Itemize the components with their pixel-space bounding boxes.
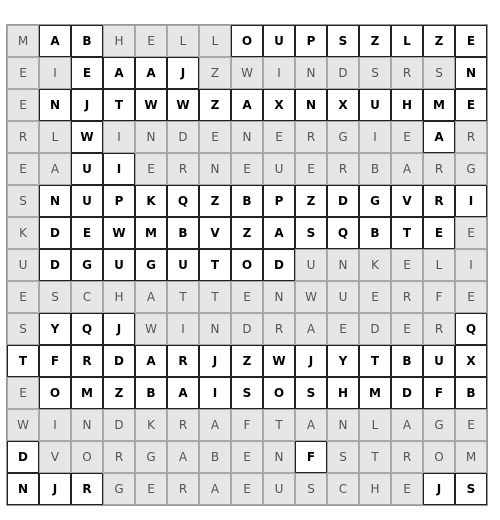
letter-cell[interactable]: U [263,473,295,505]
letter-cell[interactable]: V [391,185,423,217]
letter-cell[interactable]: O [71,441,103,473]
letter-cell[interactable]: E [295,153,327,185]
letter-cell[interactable]: N [39,89,71,121]
letter-cell[interactable]: U [263,153,295,185]
letter-cell[interactable]: U [327,281,359,313]
letter-cell[interactable]: X [263,89,295,121]
letter-cell[interactable]: A [295,409,327,441]
letter-cell[interactable]: D [7,441,39,473]
letter-cell[interactable]: D [327,57,359,89]
letter-cell[interactable]: V [39,441,71,473]
letter-cell[interactable]: M [423,89,455,121]
letter-cell[interactable]: E [7,281,39,313]
word-search-grid [6,24,488,506]
letter-cell[interactable]: N [295,89,327,121]
letter-cell[interactable]: H [327,377,359,409]
letter-cell[interactable]: F [423,281,455,313]
letter-cell[interactable]: R [71,345,103,377]
letter-cell[interactable]: R [391,57,423,89]
letter-cell[interactable]: B [359,217,391,249]
letter-cell[interactable]: G [359,185,391,217]
letter-cell[interactable]: B [359,153,391,185]
letter-cell[interactable]: E [7,377,39,409]
letter-cell[interactable]: P [295,25,327,57]
letter-cell[interactable]: R [295,121,327,153]
letter-cell[interactable]: U [263,25,295,57]
letter-cell[interactable]: H [103,281,135,313]
letter-cell[interactable]: R [263,313,295,345]
letter-cell[interactable]: M [455,441,487,473]
letter-cell[interactable]: E [391,313,423,345]
letter-cell[interactable]: W [135,89,167,121]
letter-cell[interactable]: E [71,57,103,89]
letter-cell[interactable]: N [455,57,487,89]
letter-cell[interactable]: E [231,473,263,505]
letter-cell[interactable]: J [167,57,199,89]
letter-cell[interactable]: U [359,89,391,121]
letter-cell[interactable]: O [231,249,263,281]
letter-cell[interactable]: J [71,89,103,121]
letter-cell[interactable]: G [455,153,487,185]
letter-cell[interactable]: A [135,281,167,313]
letter-cell[interactable]: T [103,89,135,121]
letter-cell[interactable]: N [327,409,359,441]
letter-cell[interactable]: B [135,377,167,409]
letter-cell[interactable]: G [135,249,167,281]
letter-cell[interactable]: E [71,217,103,249]
letter-cell[interactable]: W [71,121,103,153]
letter-cell[interactable]: X [327,89,359,121]
letter-cell[interactable]: O [39,377,71,409]
letter-cell[interactable]: E [327,313,359,345]
letter-cell[interactable]: I [167,313,199,345]
letter-cell[interactable]: S [455,473,487,505]
letter-cell[interactable]: A [423,121,455,153]
letter-cell[interactable]: N [263,441,295,473]
letter-cell[interactable]: A [135,345,167,377]
letter-cell[interactable]: O [231,25,263,57]
letter-cell[interactable]: U [71,185,103,217]
letter-cell[interactable]: T [199,249,231,281]
letter-cell[interactable]: A [135,57,167,89]
letter-cell[interactable]: Z [103,377,135,409]
letter-cell[interactable]: K [135,185,167,217]
letter-cell[interactable]: A [391,409,423,441]
letter-cell[interactable]: E [359,281,391,313]
letter-cell[interactable]: R [455,121,487,153]
letter-cell[interactable]: G [423,409,455,441]
letter-cell[interactable]: R [167,409,199,441]
letter-cell[interactable]: S [327,441,359,473]
letter-cell[interactable]: E [391,121,423,153]
letter-cell[interactable]: S [295,217,327,249]
letter-cell[interactable]: R [103,441,135,473]
letter-cell[interactable]: V [199,217,231,249]
letter-cell[interactable]: W [231,57,263,89]
letter-cell[interactable]: W [7,409,39,441]
letter-cell[interactable]: E [455,409,487,441]
letter-cell[interactable]: G [103,473,135,505]
letter-cell[interactable]: D [167,121,199,153]
letter-cell[interactable]: E [423,217,455,249]
letter-cell[interactable]: C [327,473,359,505]
letter-cell[interactable]: I [199,377,231,409]
letter-cell[interactable]: P [103,185,135,217]
letter-cell[interactable]: M [359,377,391,409]
letter-cell[interactable]: E [135,473,167,505]
letter-cell[interactable]: N [199,153,231,185]
letter-cell[interactable]: A [103,57,135,89]
letter-cell[interactable]: D [359,313,391,345]
letter-cell[interactable]: T [359,441,391,473]
letter-cell[interactable]: R [7,121,39,153]
letter-cell[interactable]: U [7,249,39,281]
letter-cell[interactable]: H [359,473,391,505]
letter-cell[interactable]: B [231,185,263,217]
letter-cell[interactable]: A [199,409,231,441]
letter-cell[interactable]: F [295,441,327,473]
letter-cell[interactable]: J [199,345,231,377]
letter-cell[interactable]: Z [295,185,327,217]
letter-cell[interactable]: I [39,409,71,441]
letter-cell[interactable]: T [391,217,423,249]
letter-cell[interactable]: X [455,345,487,377]
letter-cell[interactable]: B [71,25,103,57]
letter-cell[interactable]: J [39,473,71,505]
letter-cell[interactable]: Q [455,313,487,345]
letter-cell[interactable]: I [103,153,135,185]
letter-cell[interactable]: E [135,25,167,57]
letter-cell[interactable]: P [263,185,295,217]
letter-cell[interactable]: B [199,441,231,473]
letter-cell[interactable]: Y [327,345,359,377]
letter-cell[interactable]: H [391,89,423,121]
letter-cell[interactable]: S [295,377,327,409]
letter-cell[interactable]: R [167,345,199,377]
letter-cell[interactable]: T [7,345,39,377]
letter-cell[interactable]: G [327,121,359,153]
letter-cell[interactable]: R [167,473,199,505]
letter-cell[interactable]: A [199,473,231,505]
letter-cell[interactable]: R [391,281,423,313]
letter-cell[interactable]: N [39,185,71,217]
letter-cell[interactable]: R [423,153,455,185]
letter-cell[interactable]: I [455,249,487,281]
letter-cell[interactable]: I [39,57,71,89]
letter-cell[interactable]: N [231,121,263,153]
letter-cell[interactable]: E [455,25,487,57]
letter-cell[interactable]: N [199,313,231,345]
letter-cell[interactable]: E [7,57,39,89]
letter-cell[interactable]: T [359,345,391,377]
letter-cell[interactable]: K [7,217,39,249]
letter-cell[interactable]: O [263,377,295,409]
letter-cell[interactable]: J [103,313,135,345]
letter-cell[interactable]: E [455,89,487,121]
letter-cell[interactable]: E [199,121,231,153]
letter-cell[interactable]: I [263,57,295,89]
letter-cell[interactable]: D [263,249,295,281]
letter-cell[interactable]: W [263,345,295,377]
letter-cell[interactable]: R [71,473,103,505]
letter-cell[interactable]: S [7,185,39,217]
letter-cell[interactable]: I [359,121,391,153]
letter-cell[interactable]: G [135,441,167,473]
letter-cell[interactable]: R [327,153,359,185]
letter-cell[interactable]: Z [423,25,455,57]
letter-cell[interactable]: E [135,153,167,185]
letter-cell[interactable]: D [39,217,71,249]
letter-cell[interactable]: L [199,25,231,57]
letter-cell[interactable]: S [327,25,359,57]
letter-cell[interactable]: E [263,121,295,153]
letter-cell[interactable]: S [39,281,71,313]
letter-cell[interactable]: Z [199,89,231,121]
letter-cell[interactable]: Z [359,25,391,57]
letter-cell[interactable]: U [295,249,327,281]
letter-cell[interactable]: S [359,57,391,89]
letter-cell[interactable]: F [231,409,263,441]
letter-cell[interactable]: E [7,89,39,121]
letter-cell[interactable]: E [391,249,423,281]
letter-cell[interactable]: L [167,25,199,57]
letter-cell[interactable]: K [359,249,391,281]
letter-cell[interactable]: Q [327,217,359,249]
letter-cell[interactable]: R [423,185,455,217]
letter-cell[interactable]: I [103,121,135,153]
letter-cell[interactable]: W [135,313,167,345]
letter-cell[interactable]: E [391,473,423,505]
letter-cell[interactable]: R [167,153,199,185]
letter-cell[interactable]: U [423,345,455,377]
letter-cell[interactable]: S [231,377,263,409]
letter-cell[interactable]: T [167,281,199,313]
letter-cell[interactable]: E [7,153,39,185]
letter-cell[interactable]: Z [231,217,263,249]
letter-cell[interactable]: N [71,409,103,441]
letter-cell[interactable]: W [103,217,135,249]
letter-cell[interactable]: H [103,25,135,57]
letter-cell[interactable]: J [295,345,327,377]
letter-cell[interactable]: Z [231,345,263,377]
letter-cell[interactable]: J [423,473,455,505]
letter-cell[interactable]: D [391,377,423,409]
letter-cell[interactable]: D [327,185,359,217]
letter-cell[interactable]: E [231,281,263,313]
letter-cell[interactable]: A [167,441,199,473]
letter-cell[interactable]: A [231,89,263,121]
letter-cell[interactable]: A [39,153,71,185]
letter-cell[interactable]: M [71,377,103,409]
letter-cell[interactable]: W [167,89,199,121]
letter-cell[interactable]: T [263,409,295,441]
letter-cell[interactable]: Z [199,185,231,217]
letter-cell[interactable]: C [71,281,103,313]
letter-cell[interactable]: N [295,57,327,89]
letter-cell[interactable]: S [295,473,327,505]
letter-cell[interactable]: R [423,313,455,345]
letter-cell[interactable]: F [39,345,71,377]
letter-cell[interactable]: A [295,313,327,345]
letter-cell[interactable]: D [103,345,135,377]
letter-cell[interactable]: A [39,25,71,57]
letter-cell[interactable]: U [71,153,103,185]
letter-cell[interactable]: L [359,409,391,441]
letter-cell[interactable]: S [423,57,455,89]
letter-cell[interactable]: L [391,25,423,57]
letter-cell[interactable]: U [103,249,135,281]
letter-cell[interactable]: N [327,249,359,281]
letter-cell[interactable]: D [39,249,71,281]
letter-cell[interactable]: N [263,281,295,313]
letter-cell[interactable]: M [7,25,39,57]
letter-cell[interactable]: E [455,217,487,249]
letter-cell[interactable]: U [167,249,199,281]
letter-cell[interactable]: B [167,217,199,249]
letter-cell[interactable]: E [231,153,263,185]
letter-cell[interactable]: Y [39,313,71,345]
letter-cell[interactable]: Q [71,313,103,345]
letter-cell[interactable]: B [455,377,487,409]
letter-cell[interactable]: K [135,409,167,441]
letter-cell[interactable]: A [167,377,199,409]
letter-cell[interactable]: B [391,345,423,377]
letter-cell[interactable]: Z [199,57,231,89]
letter-cell[interactable]: D [231,313,263,345]
letter-cell[interactable]: S [7,313,39,345]
letter-cell[interactable]: L [423,249,455,281]
letter-cell[interactable]: O [423,441,455,473]
letter-cell[interactable]: M [135,217,167,249]
letter-cell[interactable]: R [391,441,423,473]
letter-cell[interactable]: G [71,249,103,281]
letter-cell[interactable]: I [455,185,487,217]
letter-cell[interactable]: E [455,281,487,313]
letter-cell[interactable]: A [263,217,295,249]
letter-cell[interactable]: A [391,153,423,185]
letter-cell[interactable]: W [295,281,327,313]
letter-cell[interactable]: Q [167,185,199,217]
letter-cell[interactable]: L [39,121,71,153]
letter-cell[interactable]: T [199,281,231,313]
letter-cell[interactable]: D [103,409,135,441]
letter-cell[interactable]: N [135,121,167,153]
letter-cell[interactable]: N [7,473,39,505]
letter-cell[interactable]: E [231,441,263,473]
letter-cell[interactable]: F [423,377,455,409]
